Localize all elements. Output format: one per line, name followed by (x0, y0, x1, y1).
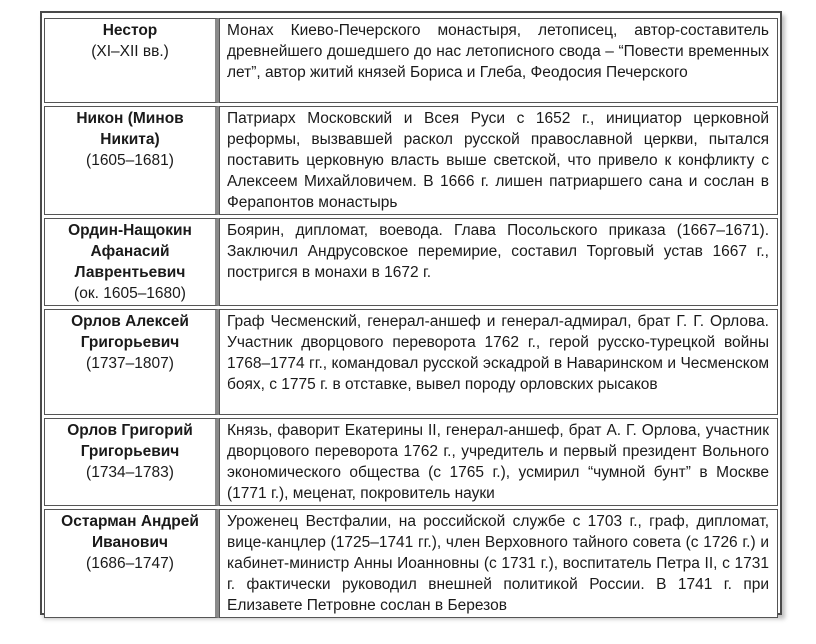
person-name: Орлов Григорий Григорьевич (67, 422, 193, 460)
description-cell: Граф Чесменский, генерал-аншеф и генерал-адмирал, брат Г. Г. Орлова. Участник дворцового переворота 1762 г., герой русско-турецкой войны 1768–1774 гг., командовал русской эскадрой в Наваринском и Чесменском боях, с 1775 г. в отставке, вывел породу орловских рысаков (219, 309, 778, 415)
person-dates: (1605–1681) (86, 152, 174, 169)
description-cell: Монах Киево-Печерского монастыря, летописец, автор-составитель древнейшего дошедшего до нас летописного свода – “Повести временных лет”, автор житий князей Бориса и Глеба, Феодосия Печерского (219, 18, 778, 103)
person-name: Орлов Алексей Григорьевич (71, 313, 189, 351)
person-name: Никон (Минов Никита) (76, 110, 184, 148)
table-row (44, 218, 778, 306)
person-dates: (1734–1783) (86, 464, 174, 481)
table-row (44, 418, 778, 506)
name-cell (44, 309, 219, 415)
person-name: Остарман Андрей Иванович (61, 513, 199, 551)
name-cell (44, 218, 219, 306)
table-row (44, 18, 778, 103)
person-dates: (ок. 1605–1680) (74, 285, 186, 302)
description-cell: Патриарх Московский и Всея Руси с 1652 г., инициатор церковной реформы, вызвавшей раскол русской православной церкви, пытался поставить церковную власть выше светской, что привело к конфликту с Алексеем Михайловичем. В 1666 г. лишен патриаршего сана и сослан в Ферапонтов монастырь (219, 106, 778, 215)
description-cell: Уроженец Вестфалии, на российской службе с 1703 г., граф, дипломат, вице-канцлер (1725–1741 гг.), член Верховного тайного совета (с 1726 г.) и кабинет-министр Анны Иоанновны (с 1731 г.), воспитатель Петра II, с 1731 г. фактически руководил внешней политикой России. В 1741 г. при Елизавете Петровне сослан в Березов (219, 509, 778, 618)
person-dates: (1737–1807) (86, 355, 174, 372)
person-dates: (XI–XII вв.) (91, 43, 169, 60)
person-dates: (1686–1747) (86, 555, 174, 572)
table-row (44, 509, 778, 618)
description-cell: Боярин, дипломат, воевода. Глава Посольского приказа (1667–1671). Заключил Андрусовское перемирие, составил Торговый устав 1667 г., постригся в монахи в 1672 г. (219, 218, 778, 306)
person-name: Ордин-Нащокин Афанасий Лаврентьевич (68, 222, 192, 281)
name-cell (44, 18, 219, 103)
table-row (44, 106, 778, 215)
table-row (44, 309, 778, 415)
person-name: Нестор (102, 22, 158, 39)
name-cell (44, 106, 219, 215)
name-cell (44, 509, 219, 618)
description-cell: Князь, фаворит Екатерины II, генерал-аншеф, брат А. Г. Орлова, участник дворцового переворота 1762 г., учредитель и первый президент Вольного экономического общества (с 1765 г.), усмирил “чумной бунт” в Москве (1771 г.), меценат, покровитель науки (219, 418, 778, 506)
historical-figures-table (44, 15, 778, 621)
name-cell (44, 418, 219, 506)
